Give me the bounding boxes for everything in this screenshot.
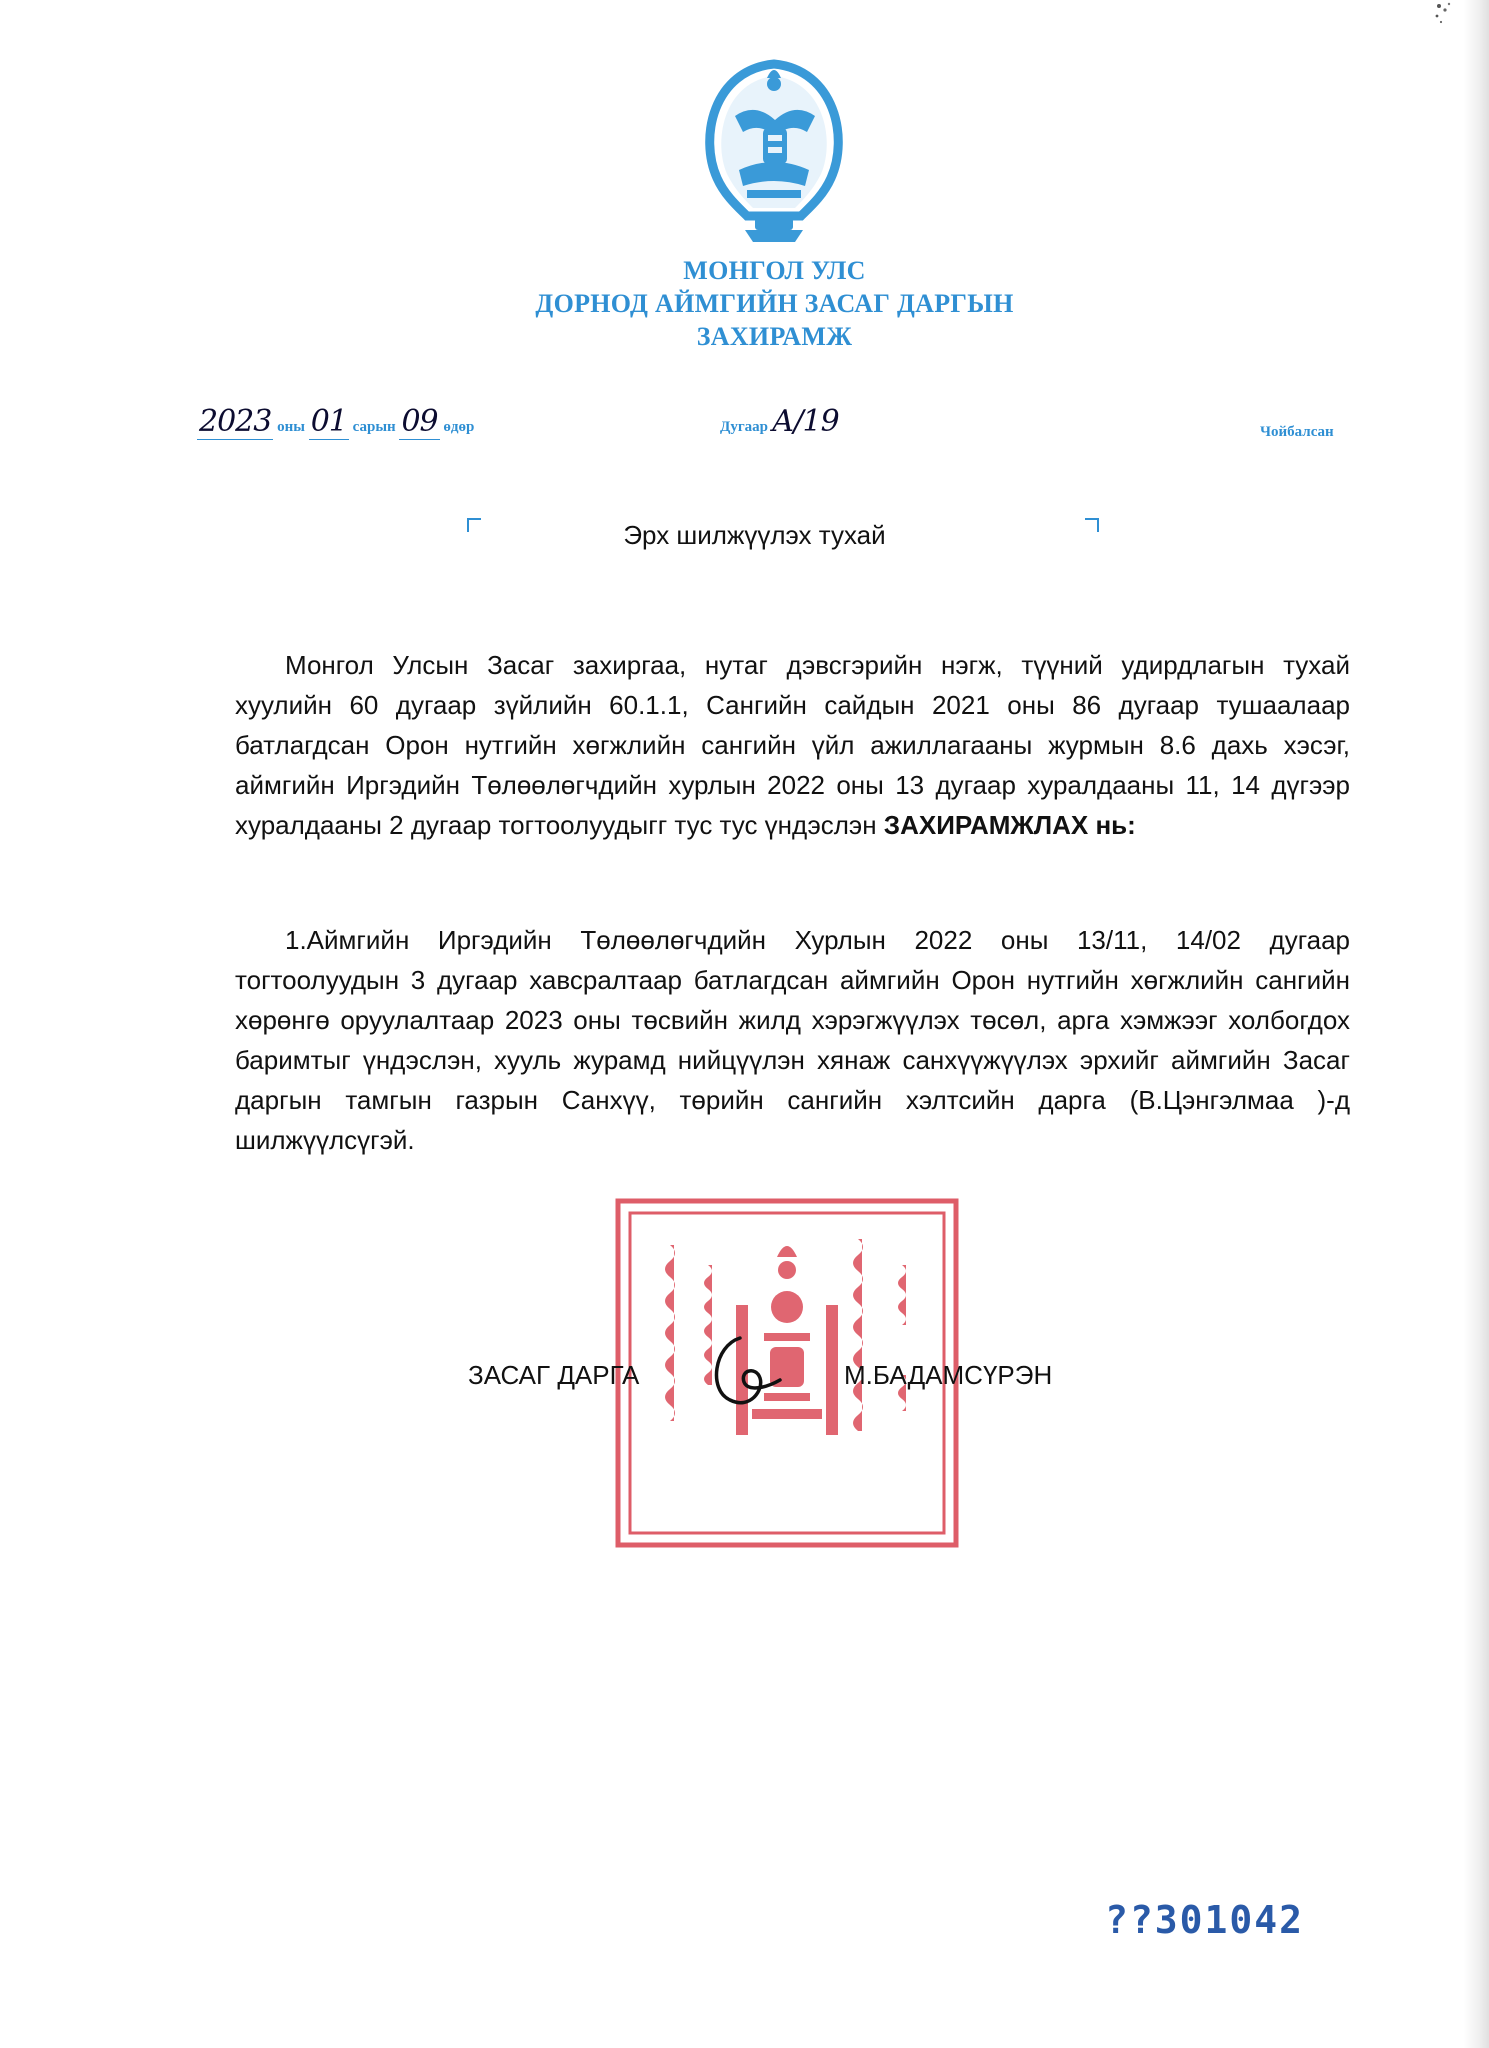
date-day: 09 <box>401 404 438 439</box>
paragraph-1-text: Монгол Улсын Засаг захиргаа, нутаг дэвсгэрийн нэгж, түүний удирдлагын тухай хуулийн 60 дугаар зүйлийн 60.1.1, Сангийн сайдын 2021 оны 86 дугаар тушаалаар батлагдсан Орон нутгийн хөгжлийн сангийн үйл ажиллагааны журмын 8.6 дахь хэсэг, аймгийн Иргэдийн Төлөөлөгчдийн хурлын 2022 оны 13 дугаар хуралдааны 11, 14 дүгээр хуралдааны 2 дугаар тогтоолуудыгг тус тус үндэслэн <box>235 650 1350 840</box>
header-authority: ДОРНОД АЙМГИЙН ЗАСАГ ДАРГЫН <box>535 289 1014 318</box>
date-month: 01 <box>310 404 347 439</box>
body-paragraph-2: 1.Аймгийн Иргэдийн Төлөөлөгчдийн Хурлын 2022 оны 13/11, 14/02 дугаар тогтоолуудын 3 дугаар хавсралтаар батлагдсан аймгийн Орон нутгийн хөгжлийн сангийн хөрөнгө оруулалтаар 2023 оны төсвийн жилд хэрэгжүүлэх төсөл, арга хэмжээг холбогдох баримтыг үндэслэн, хууль журамд нийцүүлэн хянаж санхүүжүүлэх эрхийг аймгийн Засаг даргын тамгын газрын Санхүү, төрийн сангийн хэлтсийн дарга (В.Цэнгэлмаа )-д шилжүүлсүгэй. <box>235 925 1350 1155</box>
date-year-suffix: оны <box>277 419 305 435</box>
document-subject: Эрх шилжүүлэх тухай <box>623 520 886 550</box>
number-value: А/19 <box>771 404 839 439</box>
header-doc-type: ЗАХИРАМЖ <box>696 322 853 351</box>
date-day-suffix: өдөр <box>443 419 475 435</box>
date-line <box>197 404 474 439</box>
number-label: Дугаар <box>720 419 768 435</box>
scan-speckles <box>1431 0 1471 40</box>
state-emblem-icon <box>695 58 853 246</box>
header-country: МОНГОЛ УЛС <box>683 256 866 285</box>
date-year: 2023 <box>199 404 272 439</box>
handwritten-signature <box>700 1320 810 1420</box>
doc-number-line <box>720 404 839 439</box>
signer-role: ЗАСАГ ДАРГА <box>468 1360 640 1390</box>
place-name: Чойбалсан <box>1260 424 1334 440</box>
body-paragraph-1 <box>235 645 1350 845</box>
decree-word: ЗАХИРАМЖЛАХ нь: <box>883 810 1136 840</box>
date-month-suffix: сарын <box>352 419 396 435</box>
registration-number: ??301042 <box>1105 1898 1305 1942</box>
signer-name: М.БАДАМСҮРЭН <box>844 1360 1053 1390</box>
